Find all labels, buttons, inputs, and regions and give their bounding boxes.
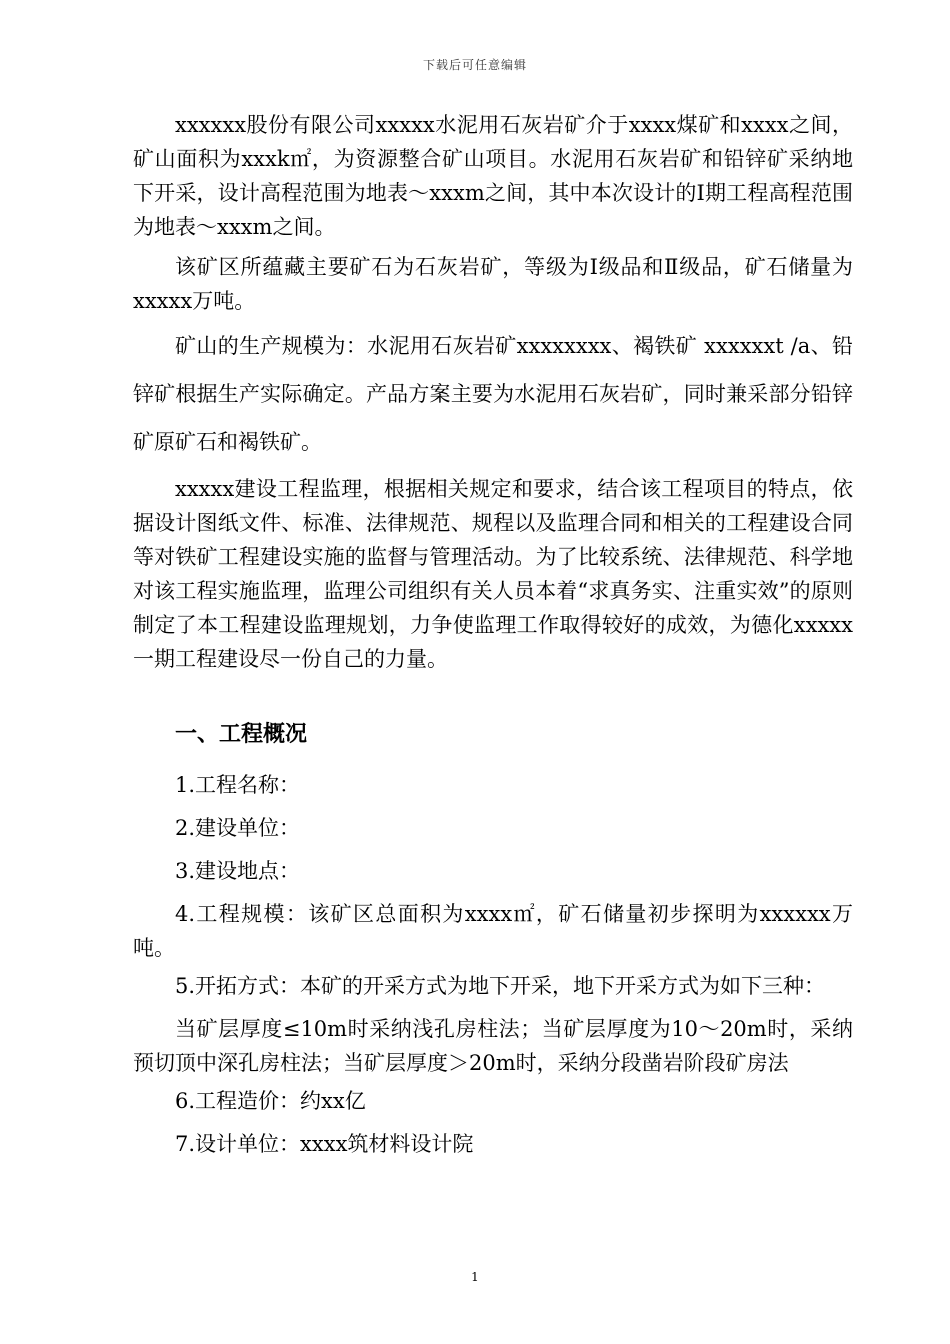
document-body <box>133 108 853 1170</box>
page-number: 1 <box>471 1270 479 1284</box>
supervision-paragraph: xxxxx建设工程监理，根据相关规定和要求，结合该工程项目的特点，依据设计图纸文件、标准、法律规范、规程以及监理合同和相关的工程建设合同等对铁矿工程建设实施的监督与管理活动。为了比较系统、法律规范、科学地对该工程实施监理，监理公司组织有关人员本着“求真务实、注重实效”的原则制定了本工程建设监理规划，力争使监理工作取得较好的成效，为德化xxxxx一期工程建设尽一份自己的力量。 <box>133 477 853 671</box>
header-note: 下载后可任意编辑 <box>422 58 527 72</box>
production-scale-paragraph: 矿山的生产规模为：水泥用石灰岩矿xxxxxxxx、褐铁矿 xxxxxxt /a、铅锌矿根据生产实际确定。产品方案主要为水泥用石灰岩矿，同时兼采部分铅锌矿原矿石和褐铁矿。 <box>133 334 853 454</box>
list-item-project-cost: 6.工程造价：约xx亿 <box>175 1089 366 1113</box>
intro-paragraph: xxxxxx股份有限公司xxxxx水泥用石灰岩矿介于xxxx煤矿和xxxx之间，矿山面积为xxxk㎡，为资源整合矿山项目。水泥用石灰岩矿和铅锌矿采纳地下开采，设计高程范围为地表～xxxm之间，其中本次设计的Ⅰ期工程高程范围为地表～xxxm之间。 <box>133 113 853 239</box>
list-item-mining-methods: 当矿层厚度≤10m时采纳浅孔房柱法；当矿层厚度为10～20m时，采纳预切顶中深孔房柱法；当矿层厚度＞20m时，采纳分段凿岩阶段矿房法 <box>133 1017 853 1075</box>
section-heading: 一、工程概况 <box>175 722 308 747</box>
list-item-construction-unit: 2.建设单位： <box>175 816 301 840</box>
ore-reserve-paragraph: 该矿区所蕴藏主要矿石为石灰岩矿，等级为Ⅰ级品和Ⅱ级品，矿石储量为xxxxx万吨。 <box>133 255 853 313</box>
list-item-design-unit: 7.设计单位：xxxx筑材料设计院 <box>175 1132 474 1156</box>
list-item-project-name: 1.工程名称： <box>175 773 301 797</box>
list-item-project-scale: 4.工程规模：该矿区总面积为xxxx㎡，矿石储量初步探明为xxxxxx万吨。 <box>133 902 853 960</box>
list-item-development-method: 5.开拓方式：本矿的开采方式为地下开采，地下开采方式为如下三种： <box>175 974 826 998</box>
list-item-construction-site: 3.建设地点： <box>175 859 301 883</box>
